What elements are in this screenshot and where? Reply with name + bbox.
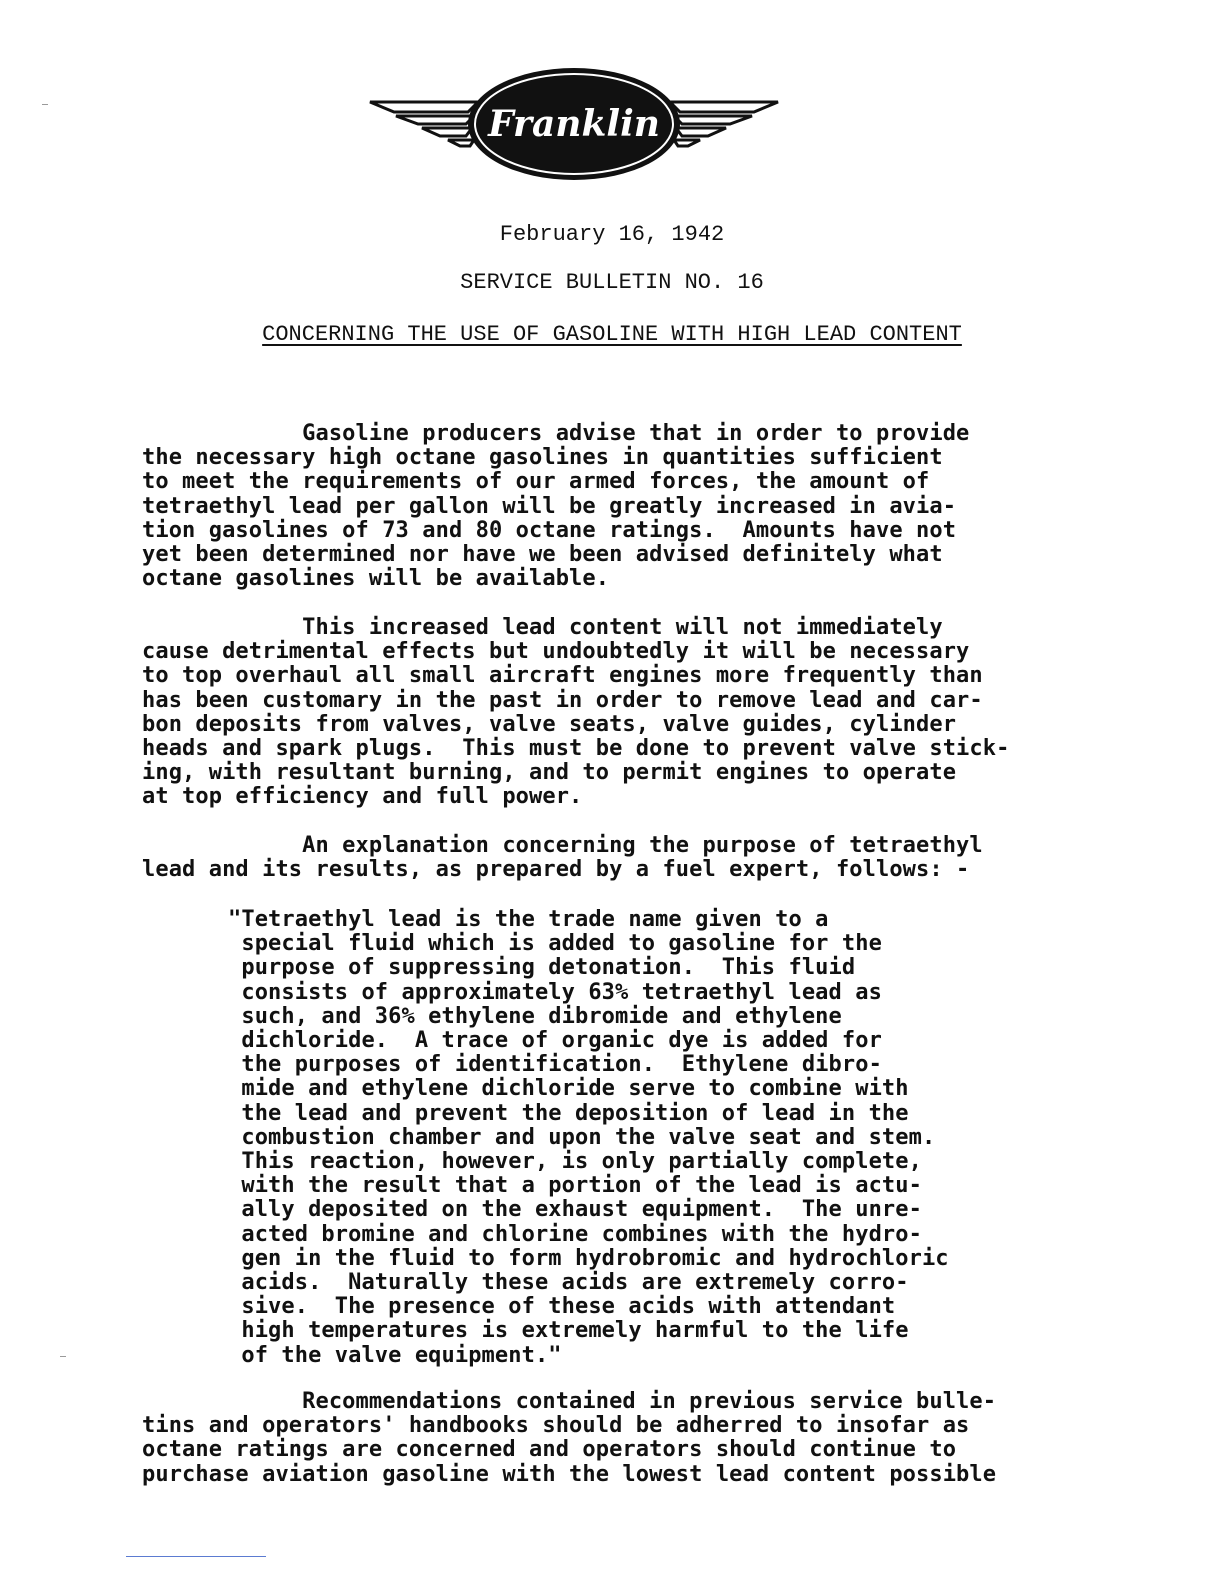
bulletin-date: February 16, 1942	[499, 222, 725, 247]
paragraph-recommendations: Recommendations contained in previous service bulle- tins and operators' handbooks should be adherred to insofar as octane ratings are concerned and operators should continue to purchase aviation gasoline with the lowest lead content possible	[142, 1389, 997, 1487]
paragraph-lead-content: This increased lead content will not immediately cause detrimental effects but undoubtedly it will be necessary to top overhaul all small aircraft engines more frequently than has been customary in the past in order to remove lead and car- bon deposits from valves, valve seats, valve guides, cylinder heads and spark plugs. This must be done to prevent valve stick- ing, with resultant burning, and to permit engines to operate at top efficiency and full power.	[142, 615, 1010, 810]
margin-mark	[60, 1356, 66, 1357]
bulletin-subject: CONCERNING THE USE OF GASOLINE WITH HIGH LEAD CONTENT	[262, 322, 962, 347]
margin-mark	[42, 104, 48, 105]
footnote-rule	[126, 1556, 266, 1557]
paragraph-gasoline-producers: Gasoline producers advise that in order to provide the necessary high octane gasolines in quantities sufficient to meet the requirements of our armed forces, the amount of tetraethyl lead per gallon will be greatly increased in avia- tion gasolines of 73 and 80 octane ratings. Amounts have not yet been determined nor have we been advised definitely what octane gasolines will be available.	[142, 421, 970, 592]
bulletin-number: SERVICE BULLETIN NO. 16	[460, 270, 764, 295]
paragraph-explanation-intro: An explanation concerning the purpose of tetraethyl lead and its results, as prepared by a fuel expert, follows: -	[142, 833, 983, 883]
fuel-expert-quote: "Tetraethyl lead is the trade name given to a special fluid which is added to gasoline for the purpose of suppressing detonation. This fluid consists of approximately 63% tetraethyl lead as such, and 36% ethylene dibromide and ethylene dichloride. A trace of organic dye is added for the purposes of identification. Ethylene dibro- mide and ethylene dichloride serve to combine with the lead and prevent the deposition of lead in the combustion chamber and upon the valve seat and stem. This reaction, however, is only partially complete, with the result that a portion of the lead is actu- ally deposited on the exhaust equipment. The unre- acted bromine and chlorine combines with the hydro- gen in the fluid to form hydrobromic and hydrochloric acids. Naturally these acids are extremely corro- sive. The presence of these acids with attendant high temperatures is extremely harmful to the life of the valve equipment."	[228, 907, 949, 1368]
logo-wordmark: Franklin	[488, 103, 660, 145]
franklin-winged-logo	[366, 66, 782, 186]
